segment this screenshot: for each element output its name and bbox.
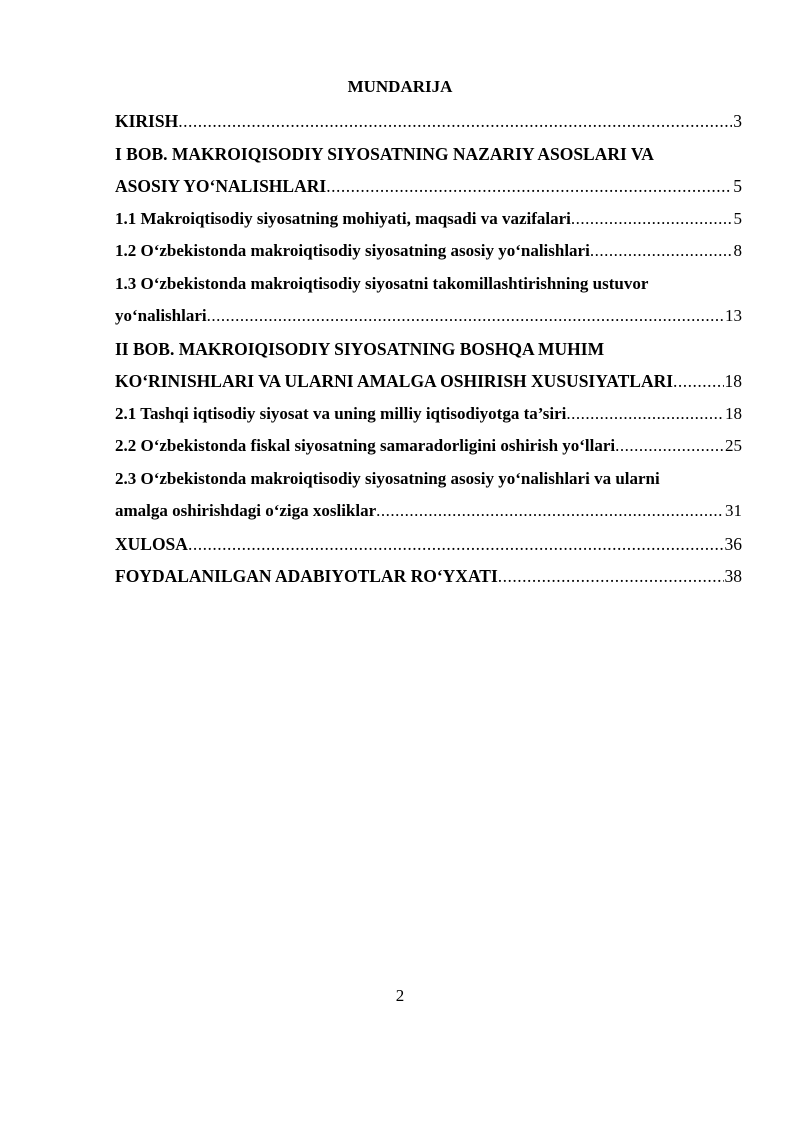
toc-entry-section-1-2[interactable] [115,238,742,271]
dot-leader [615,433,724,459]
toc-entry-chapter-1-line-2[interactable] [115,173,742,206]
toc-entry-kirish[interactable] [115,108,742,141]
toc-entry-chapter-1-line-1[interactable] [115,141,742,174]
toc-entry-section-2-3-line-2[interactable] [115,498,742,531]
page-footer-number: 2 [395,986,405,1005]
toc-entry-section-1-1[interactable] [115,206,742,239]
toc-entry-chapter-2-line-1[interactable] [115,336,742,369]
toc-entry-xulosa[interactable] [115,531,742,564]
toc-page-number: 38 [724,566,742,586]
table-of-contents [115,108,742,596]
toc-entry-text: ASOSIY YO‘NALISHLARI [115,176,327,196]
dot-leader [498,563,724,589]
toc-page-number: 3 [733,111,742,131]
dot-leader [326,173,732,199]
toc-entry-text: XULOSA [115,533,188,554]
toc-page-number: 31 [725,501,742,520]
dot-leader [590,238,733,264]
toc-entry-section-1-3-line-1[interactable] [115,271,742,304]
dot-leader [571,206,733,232]
toc-page-number: 8 [733,241,742,260]
toc-page-number: 5 [733,208,742,228]
dot-leader [376,498,724,524]
toc-page-number: 36 [724,533,742,554]
toc-entry-chapter-2-line-2[interactable] [115,368,742,401]
toc-entry-text: yo‘nalishlari [115,306,207,325]
toc-entry-references[interactable] [115,563,742,596]
dot-leader [207,303,724,329]
dot-leader [178,108,732,134]
toc-title: MUNDARIJA [347,77,453,96]
toc-entry-text: 1.2 O‘zbekistonda makroiqtisodiy siyosatning asosiy yo‘nalishlari [115,241,590,260]
toc-entry-text: 2.1 Tashqi iqtisodiy siyosat va uning milliy iqtisodiyotga ta’siri [115,403,567,423]
toc-entry-section-1-3-line-2[interactable] [115,303,742,336]
toc-entry-text: 2.2 O‘zbekistonda fiskal siyosatning samaradorligini oshirish yo‘llari [115,436,616,455]
toc-entry-text: KO‘RINISHLARI VA ULARNI AMALGA OSHIRISH XUSUSIYATLARI [115,371,674,391]
toc-page-number: 18 [725,403,742,423]
toc-entry-text: FOYDALANILGAN ADABIYOTLAR RO‘YXATI [115,566,498,586]
toc-entry-text: KIRISH [115,111,179,131]
toc-page-number: 5 [733,176,742,196]
toc-entry-text: II BOB. MAKROIQISODIY SIYOSATNING BOSHQA MUHIM [115,338,605,359]
toc-entry-text: 1.3 O‘zbekistonda makroiqtisodiy siyosatni takomillashtirishning ustuvor [115,273,649,293]
dot-leader [673,368,723,394]
toc-page-number: 18 [724,371,742,391]
toc-entry-text: amalga oshirishdagi o‘ziga xosliklar [115,501,377,520]
dot-leader [188,531,724,557]
toc-entry-text: 2.3 O‘zbekistonda makroiqtisodiy siyosatning asosiy yo‘nalishlari va ularni [115,468,660,488]
toc-entry-section-2-3-line-1[interactable] [115,466,742,499]
toc-page-number: 13 [725,306,742,325]
toc-entry-section-2-2[interactable] [115,433,742,466]
toc-page-number: 25 [725,436,742,455]
toc-entry-text: I BOB. MAKROIQISODIY SIYOSATNING NAZARIY ASOSLARI VA [115,143,654,164]
dot-leader [566,401,724,427]
toc-entry-text: 1.1 Makroiqtisodiy siyosatning mohiyati, maqsadi va vazifalari [115,208,571,228]
toc-entry-section-2-1[interactable] [115,401,742,434]
